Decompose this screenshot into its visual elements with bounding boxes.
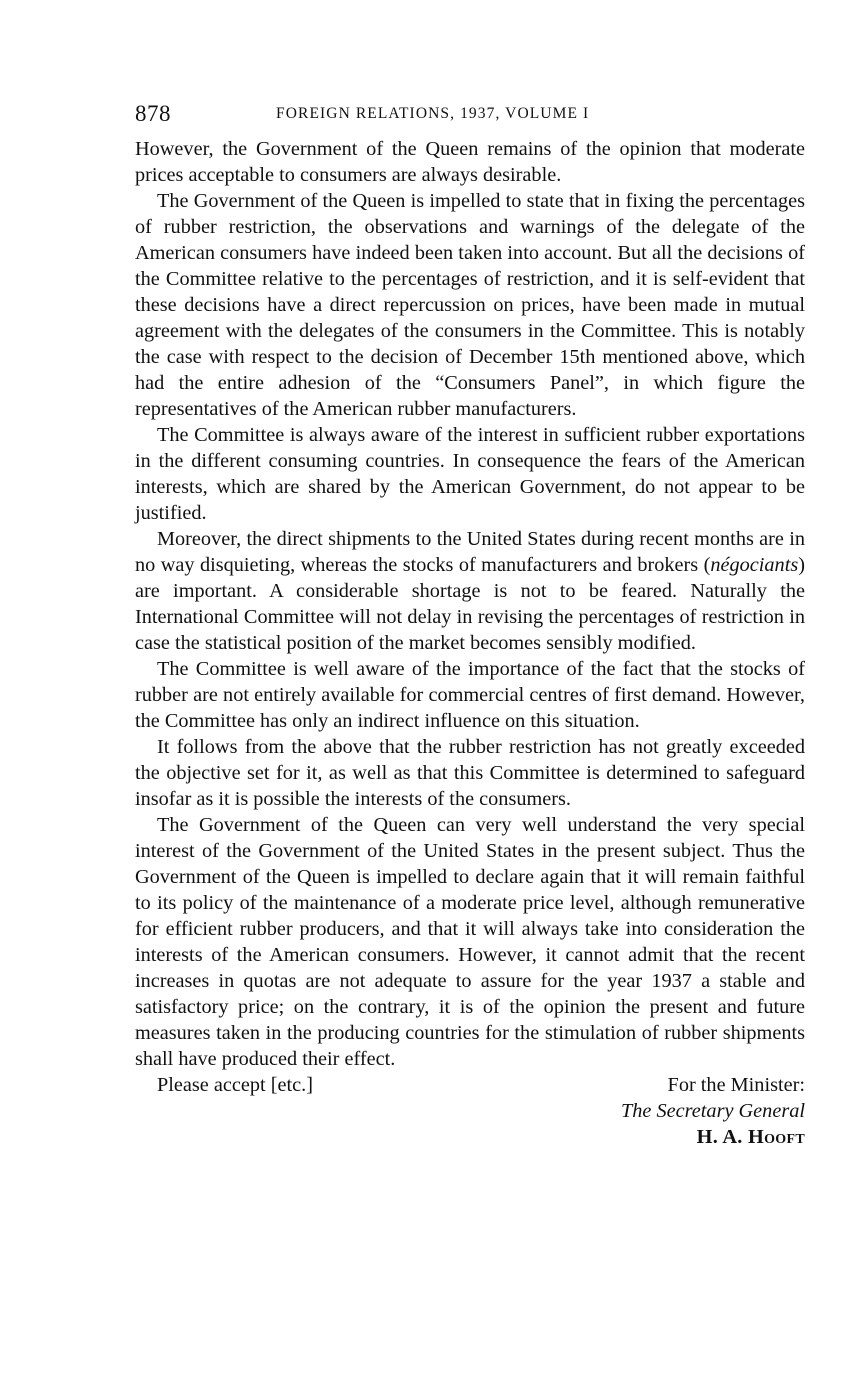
page-number: 878	[135, 101, 171, 126]
document-body	[135, 136, 805, 1072]
signer-title: The Secretary General	[621, 1100, 805, 1122]
paragraph-percentages: The Government of the Queen is impelled to state that in fixing the percentages of rubber restriction, the observations and warnings of the delegate of the American consumers have indeed been taken into account. But all the decisions of the Committee relative to the percentages of restriction, and it is self-evident that these decisions have a direct repercussion on prices, have been made in mutual agreement with the delegates of the consumers in the Committee. This is notably the case with respect to the decision of December 15th mentioned above, which had the entire adhesion of the “Consumers Panel”, in which figure the representatives of the American rubber manufacturers.	[135, 190, 805, 420]
signer-initials: H. A.	[696, 1126, 749, 1148]
paragraph-conclusion: It follows from the above that the rubber restriction has not greatly exceeded the objective set for it, as well as that this Committee is determined to safeguard insofar as it is possible the interests of the consumers.	[135, 736, 805, 810]
shipments-text-start: Moreover, the direct shipments to the United States during recent months are in no way disquieting, whereas the stocks of manufacturers and brokers (	[135, 528, 805, 576]
paragraph-government-position: The Government of the Queen can very well understand the very special interest of the Government of the United States in the present subject. Thus the Government of the Queen is impelled to declare again that it will remain faithful to its policy of the maintenance of a moderate price level, although remunerative for efficient rubber producers, and that it will always take into consideration the interests of the American consumers. However, it cannot admit that the recent increases in quotas are not adequate to assure for the year 1937 a stable and satisfactory price; on the contrary, it is of the opinion the present and future measures taken in the producing countries for the stimulation of rubber shipments shall have produced their effect.	[135, 814, 805, 1070]
shipments-text-end: ) are important. A considerable shortage is not to be feared. Naturally the International Committee will not delay in revising the percentages of restriction in case the statistical position of the market becomes sensibly modified.	[135, 554, 805, 654]
signature-block	[621, 1072, 805, 1150]
complimentary-close: Please accept [etc.]	[157, 1074, 313, 1096]
running-head: FOREIGN RELATIONS, 1937, VOLUME I	[276, 105, 590, 122]
negociants-term: négociants	[710, 554, 799, 576]
signer-surname: Hooft	[748, 1126, 805, 1148]
document-page	[135, 96, 805, 1152]
paragraph-opinion: However, the Government of the Queen remains of the opinion that moderate prices acceptable to consumers are always desirable.	[135, 138, 805, 186]
paragraph-shipments	[135, 526, 805, 656]
paragraph-stocks: The Committee is well aware of the importance of the fact that the stocks of rubber are not entirely available for commercial centres of first demand. However, the Committee has only an indirect influence on this situation.	[135, 658, 805, 732]
closing-block	[135, 1072, 805, 1152]
page-header	[135, 96, 805, 136]
paragraph-committee-aware: The Committee is always aware of the interest in sufficient rubber exportations in the different consuming countries. In consequence the fears of the American interests, which are shared by the American Government, do not appear to be justified.	[135, 424, 805, 524]
for-minister-line: For the Minister:	[667, 1074, 805, 1096]
signer-name	[621, 1124, 805, 1150]
